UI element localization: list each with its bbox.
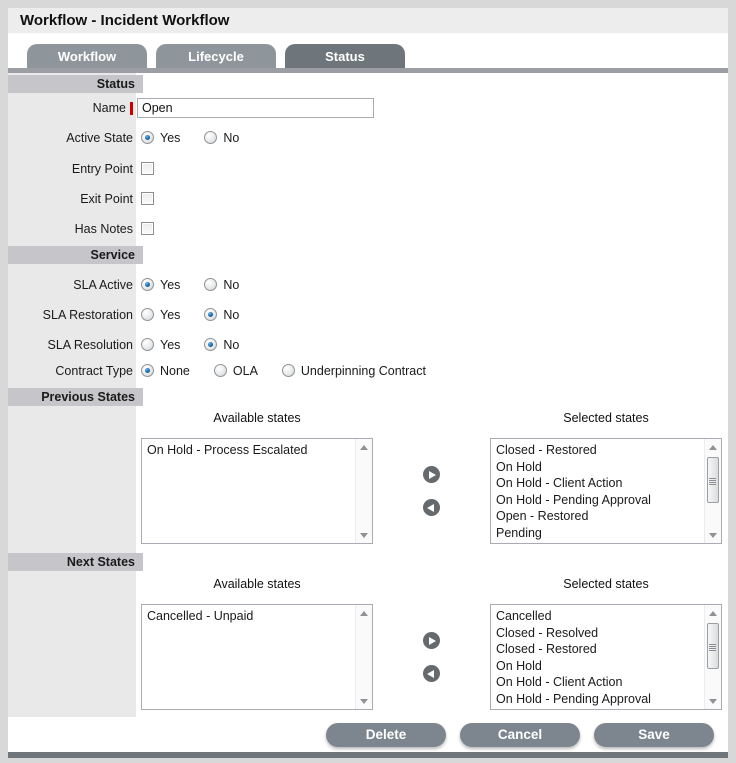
radio-sla-resolution-yes[interactable] bbox=[141, 338, 154, 351]
tab-lifecycle[interactable]: Lifecycle bbox=[156, 44, 276, 68]
right-arrow-icon bbox=[429, 637, 436, 645]
has-notes-label: Has Notes bbox=[74, 221, 133, 236]
radio-sla-restoration-no[interactable] bbox=[204, 308, 217, 321]
move-right-button[interactable] bbox=[423, 466, 440, 483]
list-item[interactable]: Closed - Restored bbox=[496, 642, 597, 656]
sla-active-row: SLA Active Yes No bbox=[8, 277, 263, 292]
next-available-listbox[interactable] bbox=[141, 604, 373, 710]
list-item[interactable]: Pending bbox=[496, 525, 542, 540]
next-selected-listbox[interactable] bbox=[490, 604, 722, 710]
sla-resolution-label: SLA Resolution bbox=[47, 337, 133, 352]
previous-selected-label: Selected states bbox=[563, 411, 649, 425]
scroll-up-icon[interactable] bbox=[356, 605, 373, 621]
scroll-down-icon[interactable] bbox=[705, 693, 722, 709]
contract-type-label: Contract Type bbox=[55, 363, 133, 378]
radio-sla-restoration-yes[interactable] bbox=[141, 308, 154, 321]
previous-selected-listbox[interactable] bbox=[490, 438, 722, 544]
scrollbar[interactable] bbox=[704, 605, 721, 709]
move-left-button[interactable] bbox=[423, 499, 440, 516]
name-row bbox=[8, 98, 374, 118]
radio-contract-underpinning[interactable] bbox=[282, 364, 295, 377]
next-available-label: Available states bbox=[213, 577, 301, 591]
has-notes-checkbox[interactable] bbox=[141, 222, 154, 235]
previous-available-listbox[interactable] bbox=[141, 438, 373, 544]
radio-sla-active-yes[interactable] bbox=[141, 278, 154, 291]
entry-point-label: Entry Point bbox=[71, 161, 133, 176]
left-arrow-icon bbox=[427, 670, 434, 678]
active-state-row: Active State Yes No bbox=[8, 130, 263, 145]
scrollbar[interactable] bbox=[355, 439, 372, 543]
contract-type-row: Contract Type None OLA Underpinning Contract bbox=[8, 363, 450, 378]
action-bar bbox=[8, 717, 728, 752]
radio-active-state-no[interactable] bbox=[204, 131, 217, 144]
radio-contract-ola[interactable] bbox=[214, 364, 227, 377]
required-marker bbox=[130, 102, 133, 115]
has-notes-row bbox=[8, 221, 154, 236]
section-header-status: Status bbox=[8, 75, 143, 93]
sla-restoration-label: SLA Restoration bbox=[42, 307, 133, 322]
sla-active-label: SLA Active bbox=[73, 277, 133, 292]
previous-available-label: Available states bbox=[213, 411, 301, 425]
scroll-up-icon[interactable] bbox=[356, 439, 373, 455]
tab-workflow[interactable]: Workflow bbox=[27, 44, 147, 68]
scrollbar[interactable] bbox=[704, 439, 721, 543]
name-input[interactable] bbox=[137, 98, 374, 118]
left-arrow-icon bbox=[427, 504, 434, 512]
section-header-previous-states: Previous States bbox=[8, 388, 143, 406]
radio-active-state-yes[interactable] bbox=[141, 131, 154, 144]
scrollbar-thumb[interactable] bbox=[707, 623, 719, 669]
move-left-button[interactable] bbox=[423, 665, 440, 682]
tab-status[interactable]: Status bbox=[285, 44, 405, 68]
list-item[interactable]: Cancelled bbox=[496, 609, 552, 623]
page-title: Workflow - Incident Workflow bbox=[8, 8, 728, 33]
scroll-down-icon[interactable] bbox=[356, 527, 373, 543]
scroll-up-icon[interactable] bbox=[705, 439, 722, 455]
next-selected-label: Selected states bbox=[563, 577, 649, 591]
scroll-down-icon[interactable] bbox=[705, 527, 722, 543]
name-label: Name bbox=[8, 101, 133, 115]
list-item[interactable]: On Hold - Process Escalated bbox=[147, 443, 308, 457]
radio-contract-none[interactable] bbox=[141, 364, 154, 377]
save-button[interactable]: Save bbox=[594, 723, 714, 747]
radio-sla-resolution-no[interactable] bbox=[204, 338, 217, 351]
section-header-next-states: Next States bbox=[8, 553, 143, 571]
list-item[interactable]: On Hold - Pending Approval bbox=[496, 492, 651, 507]
exit-point-row bbox=[8, 191, 154, 206]
workflow-window bbox=[8, 8, 728, 758]
section-header-service: Service bbox=[8, 246, 143, 264]
list-item[interactable]: Closed - Restored bbox=[496, 443, 597, 457]
list-item[interactable]: On Hold - Pending Approval bbox=[496, 691, 651, 706]
scrollbar[interactable] bbox=[355, 605, 372, 709]
list-item[interactable]: On Hold - Client Action bbox=[496, 675, 623, 689]
tab-bar bbox=[8, 44, 728, 68]
exit-point-label: Exit Point bbox=[80, 191, 133, 206]
sla-restoration-row: SLA Restoration Yes No bbox=[8, 307, 263, 322]
radio-sla-active-no[interactable] bbox=[204, 278, 217, 291]
cancel-button[interactable]: Cancel bbox=[460, 723, 580, 747]
sla-resolution-row: SLA Resolution Yes No bbox=[8, 337, 263, 352]
exit-point-checkbox[interactable] bbox=[141, 192, 154, 205]
list-item[interactable]: Closed - Resolved bbox=[496, 625, 599, 640]
entry-point-checkbox[interactable] bbox=[141, 162, 154, 175]
scrollbar-thumb[interactable] bbox=[707, 457, 719, 503]
bottom-divider bbox=[8, 752, 728, 758]
list-item[interactable]: On Hold bbox=[496, 658, 542, 673]
active-state-label: Active State bbox=[66, 130, 133, 145]
move-right-button[interactable] bbox=[423, 632, 440, 649]
list-item[interactable]: Open - Restored bbox=[496, 509, 589, 523]
right-arrow-icon bbox=[429, 471, 436, 479]
entry-point-row bbox=[8, 161, 154, 176]
status-form bbox=[8, 73, 728, 717]
list-item[interactable]: Cancelled - Unpaid bbox=[147, 609, 254, 623]
scroll-up-icon[interactable] bbox=[705, 605, 722, 621]
delete-button[interactable]: Delete bbox=[326, 723, 446, 747]
list-item[interactable]: On Hold bbox=[496, 459, 542, 474]
scroll-down-icon[interactable] bbox=[356, 693, 373, 709]
list-item[interactable]: On Hold - Client Action bbox=[496, 476, 623, 490]
